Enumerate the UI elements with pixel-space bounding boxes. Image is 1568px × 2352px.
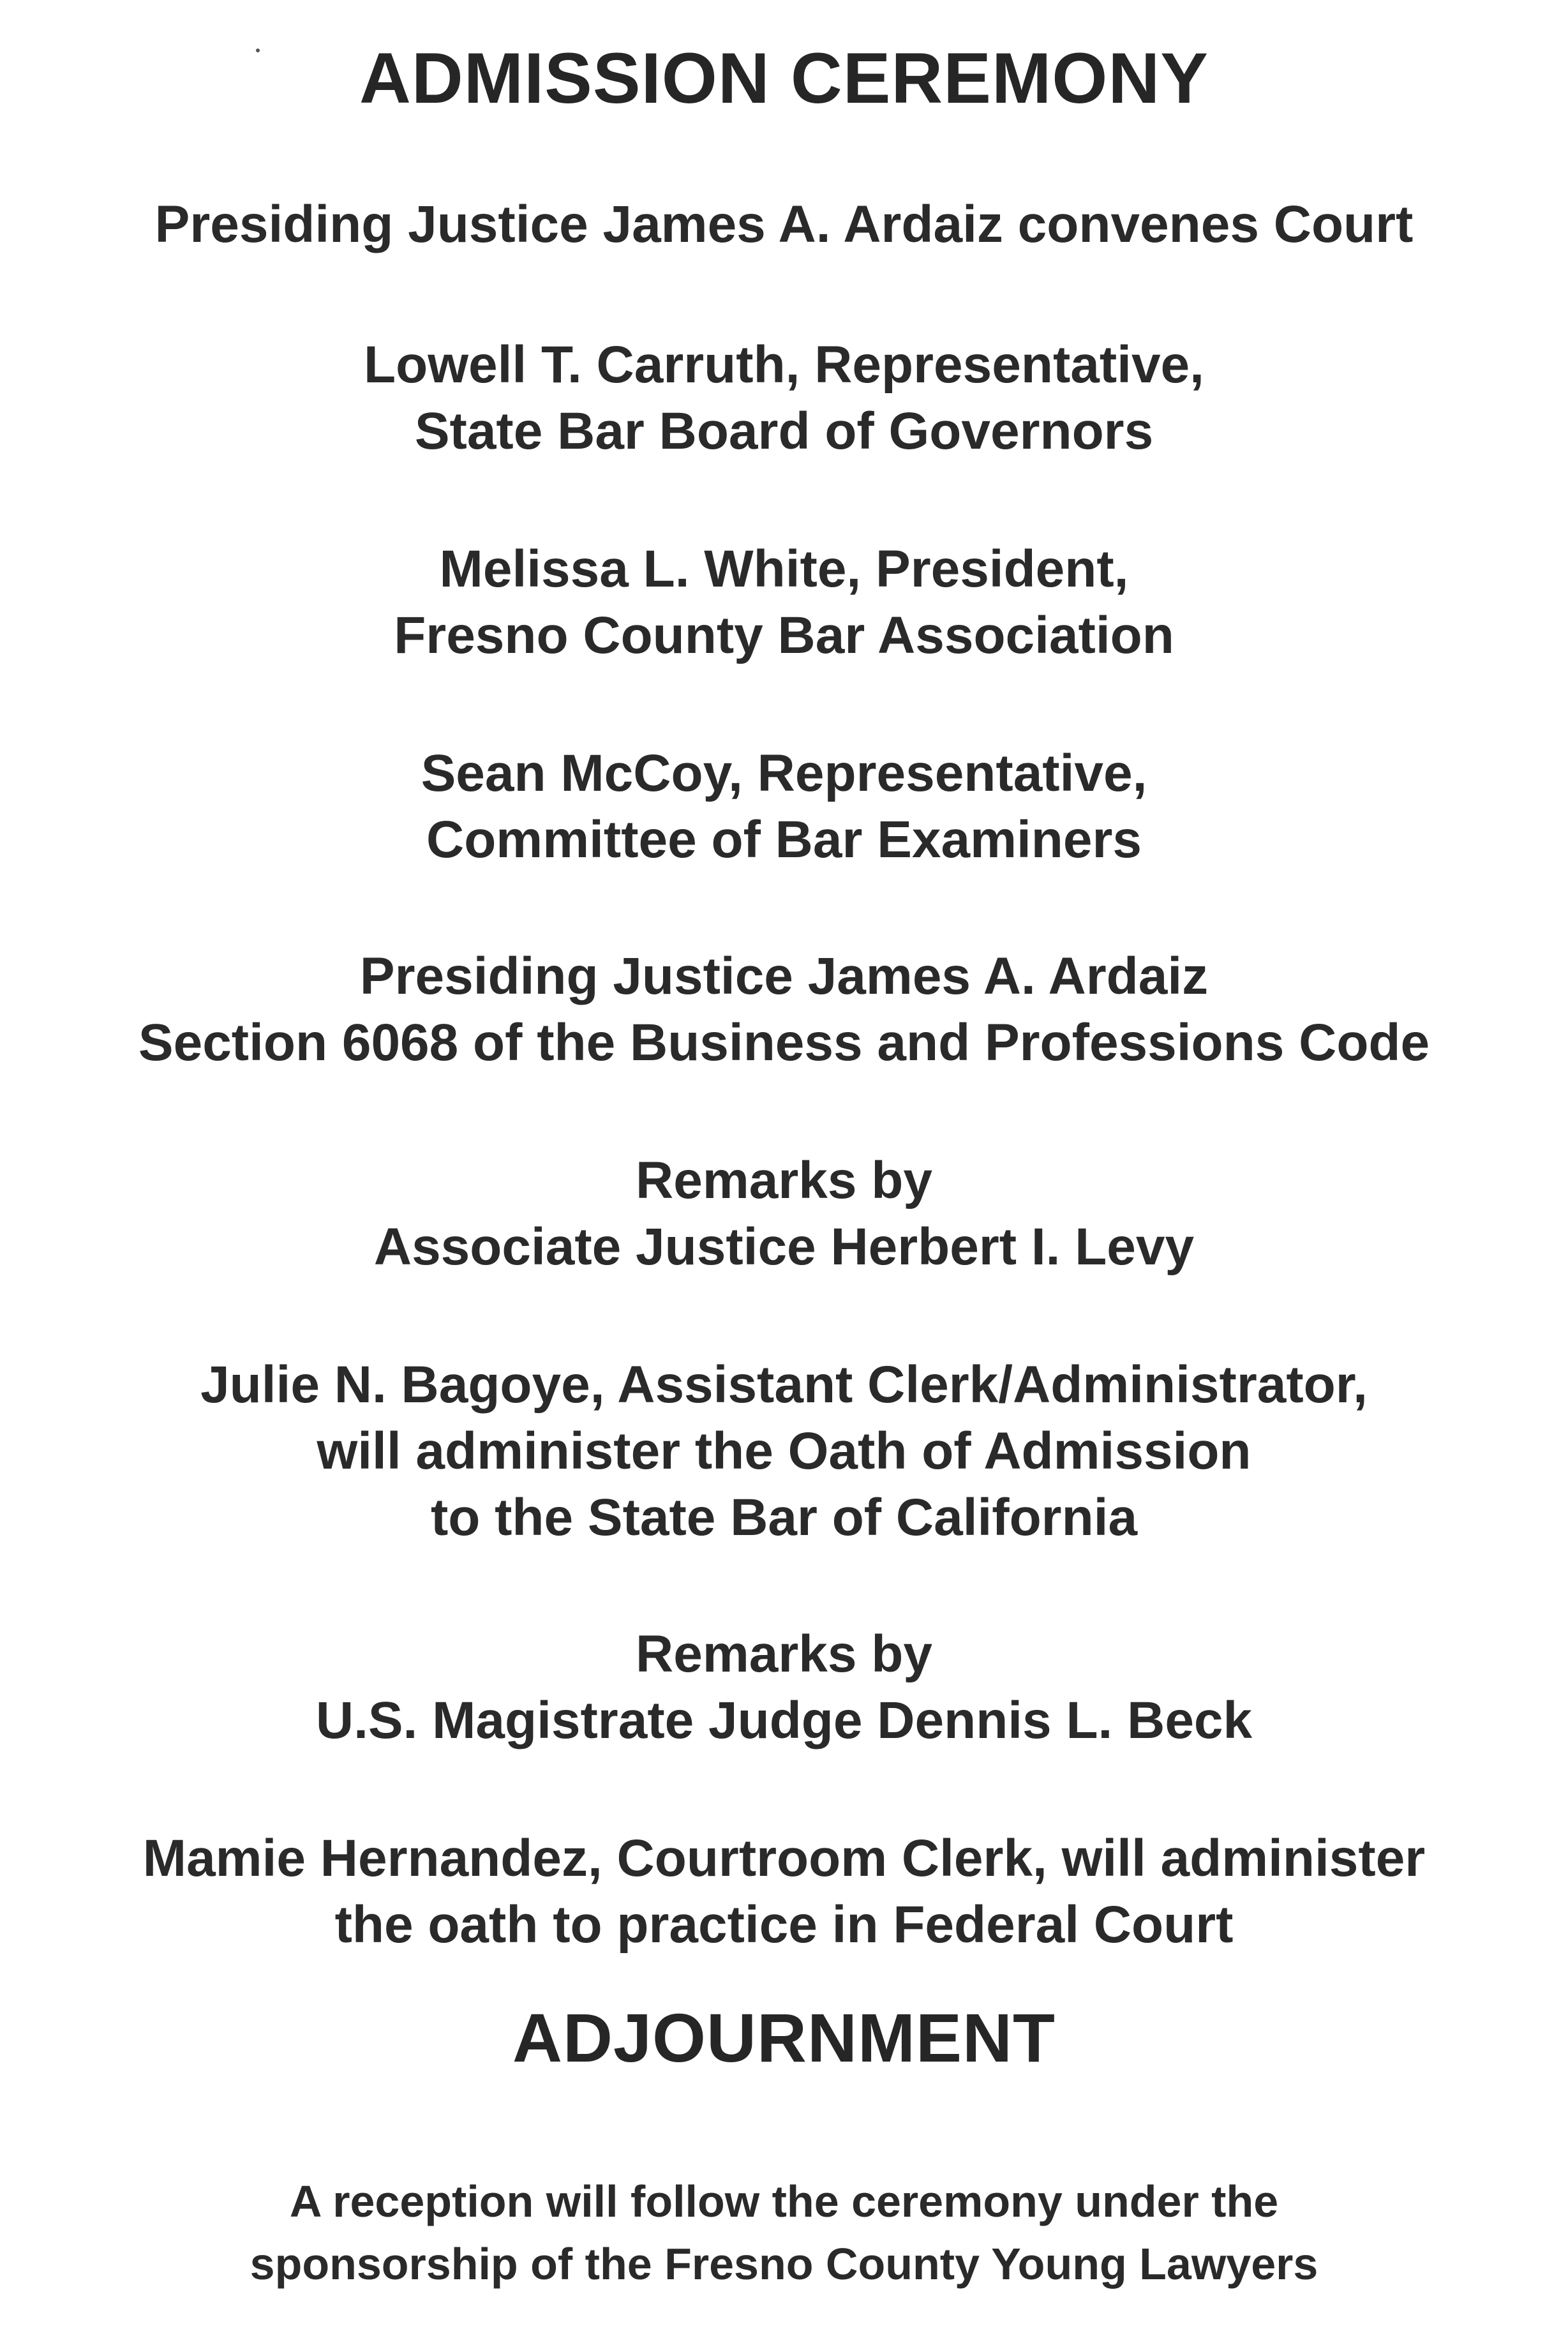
reception-line: sponsorship of the Fresno County Young Lawyers <box>250 2239 1318 2289</box>
program-line: Julie N. Bagoye, Assistant Clerk/Administrator, <box>200 1356 1368 1414</box>
program-line: Presiding Justice James A. Ardaiz <box>359 947 1209 1005</box>
program-item-convenes <box>64 191 1504 258</box>
program-item-section-6068 <box>64 943 1504 1076</box>
program-line: Remarks by <box>636 1151 932 1210</box>
program-item-federal-oath <box>64 1825 1504 1958</box>
program-line: Remarks by <box>636 1625 932 1683</box>
program-line: Sean McCoy, Representative, <box>421 744 1147 802</box>
reception-line: A reception will follow the ceremony under the <box>289 2176 1279 2226</box>
program-line: will administer the Oath of Admission <box>317 1422 1251 1480</box>
program-line: Mamie Hernandez, Courtroom Clerk, will administer <box>142 1829 1426 1887</box>
reception-note <box>64 2170 1504 2295</box>
program-line: Melissa L. White, President, <box>439 540 1129 598</box>
program-line: Fresno County Bar Association <box>394 606 1174 664</box>
program-item-oath-of-admission <box>64 1352 1504 1551</box>
program-line: Lowell T. Carruth, Representative, <box>364 336 1204 394</box>
program-item-county-bar <box>64 536 1504 669</box>
page-title: ADMISSION CEREMONY <box>359 38 1209 118</box>
program-line: U.S. Magistrate Judge Dennis L. Beck <box>315 1691 1253 1749</box>
program-line: Associate Justice Herbert I. Levy <box>373 1218 1195 1276</box>
program-line: State Bar Board of Governors <box>414 402 1154 460</box>
adjournment-heading: ADJOURNMENT <box>512 1999 1056 2076</box>
program-item-remarks-beck <box>64 1621 1504 1754</box>
program-line: Committee of Bar Examiners <box>426 811 1142 869</box>
program-item-bar-examiners <box>64 740 1504 873</box>
program-item-remarks-levy <box>64 1148 1504 1280</box>
program-line: the oath to practice in Federal Court <box>334 1896 1234 1954</box>
program-item-state-bar-governors <box>64 332 1504 465</box>
program-line: Section 6068 of the Business and Professions Code <box>138 1014 1430 1072</box>
program-line: Presiding Justice James A. Ardaiz convenes Court <box>154 195 1414 253</box>
program-line: to the State Bar of California <box>430 1488 1138 1547</box>
